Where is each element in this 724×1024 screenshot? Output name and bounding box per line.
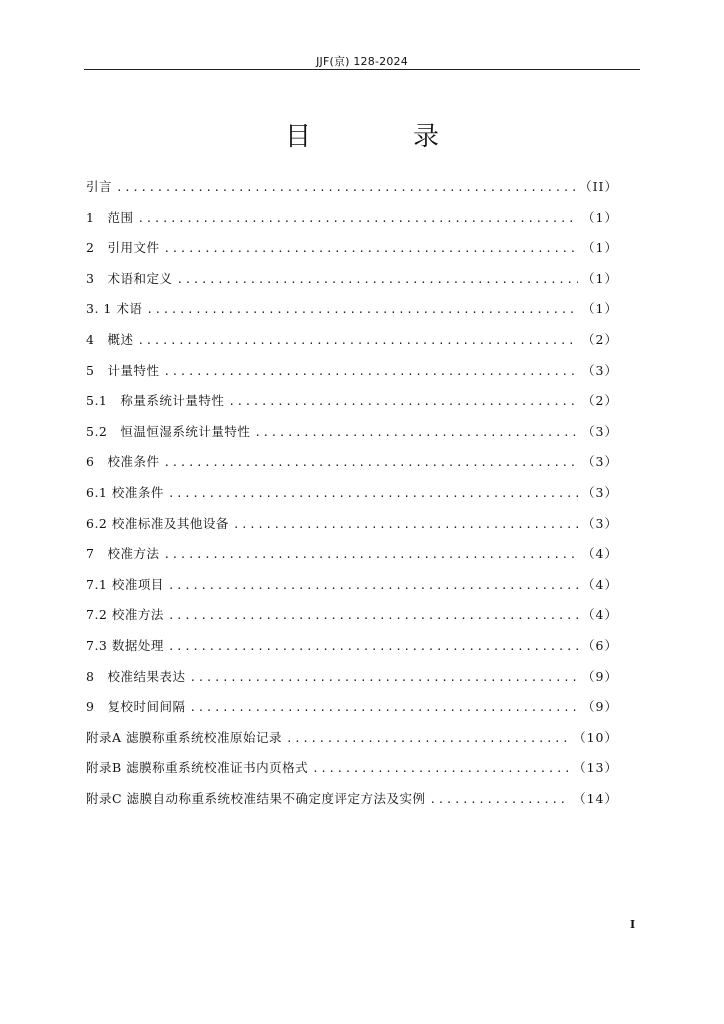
toc-entry-calibration-conditions-sub[interactable]: [86, 478, 618, 509]
toc-page-number: （3）: [582, 362, 618, 378]
toc-entry-appendix-c[interactable]: [86, 784, 618, 815]
toc-entry-recalibration-interval[interactable]: [86, 692, 618, 723]
toc-entry-calibration-method-sub[interactable]: [86, 600, 618, 631]
toc-page-number: （1）: [582, 209, 618, 225]
toc-entry-foreword[interactable]: [86, 172, 618, 203]
toc-page-number: （II）: [579, 179, 618, 194]
toc-page-number: （9）: [582, 668, 618, 684]
toc-dot-leader: [286, 724, 569, 754]
toc-page-number: （4）: [582, 546, 618, 562]
page-title: 目 录: [284, 122, 477, 152]
toc-entry-data-processing[interactable]: [86, 631, 618, 662]
toc-entry-overview[interactable]: [86, 325, 618, 356]
toc-entry-weighing-system[interactable]: [86, 386, 618, 417]
toc-entry-scope[interactable]: [86, 203, 618, 234]
toc-dot-leader: [189, 663, 578, 693]
toc-dot-leader: [168, 632, 578, 662]
toc-page-number: （2）: [582, 331, 618, 347]
toc-entry-terms-definitions[interactable]: [86, 264, 618, 295]
toc-page-number: （3）: [582, 515, 618, 531]
toc-entry-label: 7.3 数据处理: [86, 637, 164, 653]
toc-page-number: （1）: [582, 240, 618, 256]
toc-entry-label: 7.1 校准项目: [86, 576, 164, 592]
toc-dot-leader: [189, 693, 578, 723]
toc-entry-label: 7.2 校准方法: [86, 607, 164, 623]
toc-page-number: （10）: [573, 729, 618, 745]
header-divider: [84, 69, 640, 70]
toc-page-number: （3）: [582, 423, 618, 439]
table-of-contents: [86, 172, 618, 814]
toc-dot-leader: [137, 326, 578, 356]
toc-entry-appendix-a[interactable]: [86, 723, 618, 754]
toc-entry-references[interactable]: [86, 233, 618, 264]
toc-entry-metrological-characteristics[interactable]: [86, 356, 618, 387]
toc-dot-leader: [163, 540, 578, 570]
toc-dot-leader: [168, 601, 578, 631]
toc-entry-label: 8 校准结果表达: [86, 668, 186, 684]
toc-dot-leader: [168, 571, 578, 601]
toc-dot-leader: [176, 265, 578, 295]
toc-page-number: （4）: [582, 607, 618, 623]
toc-entry-label: 2 引用文件: [86, 240, 160, 256]
toc-page-number: （6）: [582, 637, 618, 653]
toc-entry-appendix-b[interactable]: [86, 753, 618, 784]
toc-page-number: （13）: [573, 760, 618, 776]
toc-page-number: （3）: [582, 484, 618, 500]
toc-page-number: （14）: [573, 790, 618, 806]
document-code-header: JJF(京) 128-2024: [316, 55, 408, 68]
toc-entry-label: 1 范围: [86, 209, 134, 225]
page-number-folio: I: [630, 918, 636, 931]
toc-page-number: （3）: [582, 454, 618, 470]
toc-dot-leader: [233, 510, 578, 540]
toc-entry-label: 7 校准方法: [86, 546, 160, 562]
toc-entry-label: 6 校准条件: [86, 454, 160, 470]
toc-page-number: （4）: [582, 576, 618, 592]
toc-entry-calibration-conditions[interactable]: [86, 447, 618, 478]
toc-dot-leader: [168, 479, 578, 509]
toc-page-number: （9）: [582, 699, 618, 715]
toc-entry-label: 6.1 校准条件: [86, 484, 164, 500]
toc-entry-label: 附录B 滤膜称重系统校准证书内页格式: [86, 760, 309, 776]
toc-dot-leader: [312, 754, 569, 784]
toc-dot-leader: [146, 295, 578, 325]
toc-entry-label: 3 术语和定义: [86, 270, 173, 286]
toc-entry-label: 9 复校时间间隔: [86, 699, 186, 715]
toc-page-number: （1）: [582, 301, 618, 317]
toc-dot-leader: [228, 387, 578, 417]
toc-entry-label: 5.1 称量系统计量特性: [86, 393, 225, 409]
toc-page-number: （2）: [582, 393, 618, 409]
toc-dot-leader: [163, 448, 578, 478]
toc-page-number: （1）: [582, 270, 618, 286]
toc-entry-calibration-items[interactable]: [86, 570, 618, 601]
toc-entry-terms[interactable]: [86, 294, 618, 325]
toc-entry-label: 6.2 校准标准及其他设备: [86, 515, 229, 531]
toc-entry-climate-system[interactable]: [86, 417, 618, 448]
toc-entry-result-expression[interactable]: [86, 662, 618, 693]
toc-dot-leader: [163, 234, 578, 264]
toc-entry-label: 5 计量特性: [86, 362, 160, 378]
toc-entry-standards-equipment[interactable]: [86, 509, 618, 540]
toc-entry-label: 5.2 恒温恒湿系统计量特性: [86, 423, 251, 439]
toc-entry-label: 附录C 滤膜自动称重系统校准结果不确定度评定方法及实例: [86, 790, 426, 806]
toc-entry-label: 引言: [86, 179, 113, 194]
toc-entry-label: 4 概述: [86, 331, 134, 347]
toc-dot-leader: [116, 173, 575, 203]
toc-dot-leader: [430, 785, 570, 815]
toc-entry-label: 3. 1 术语: [86, 301, 143, 317]
toc-dot-leader: [254, 418, 578, 448]
toc-entry-label: 附录A 滤膜称重系统校准原始记录: [86, 729, 283, 745]
toc-dot-leader: [137, 204, 578, 234]
toc-dot-leader: [163, 357, 578, 387]
toc-entry-calibration-method[interactable]: [86, 539, 618, 570]
